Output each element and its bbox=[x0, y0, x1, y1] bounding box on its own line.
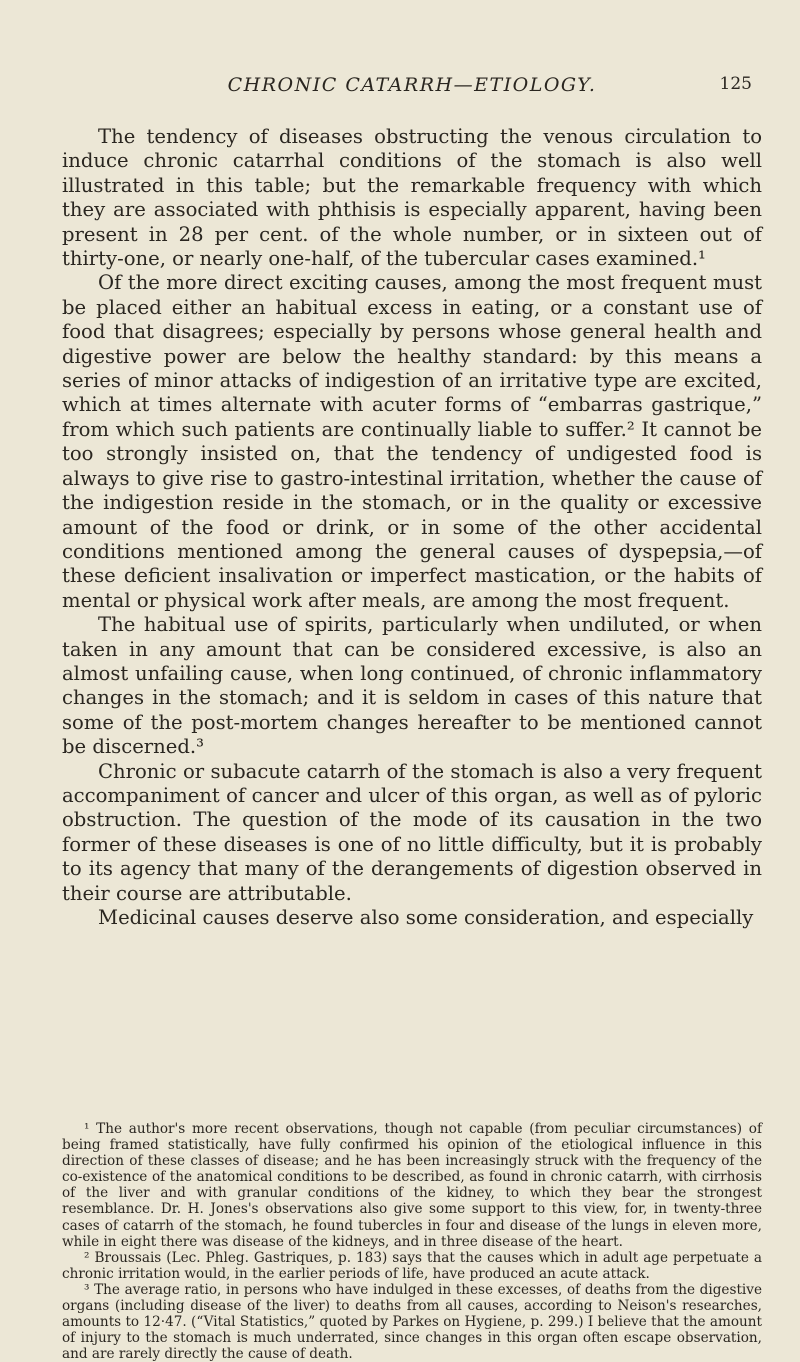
footnote: ³ The average ratio, in persons who have indulged in these excesses, of deaths from the digestive organs (including disease of the liver) to deaths from all causes, according to Neison's researches, amounts to 12·47. (“Vital Statistics,” quoted by Parkes on Hygiene, p. 299.) I believe that the amount of injury to the stomach is much underrated, since changes in this organ often escape observation, and are rarely directly the cause of death. bbox=[62, 1281, 762, 1362]
footnote: ² Broussais (Lec. Phleg. Gastriques, p. 183) says that the causes which in adult age perpetuate a chronic irritation would, in the earlier periods of life, have produced an acute attack. bbox=[62, 1249, 762, 1282]
page-number: 125 bbox=[719, 74, 752, 94]
paragraph: The habitual use of spirits, particularly when undiluted, or when taken in any amount that can be considered excessive, is also an almost unfailing cause, when long continued, of chronic inflammatory changes in the stomach; and it is seldom in cases of this nature that some of the post-mortem changes hereafter to be mentioned cannot be discerned.³ bbox=[62, 613, 762, 759]
paragraph: Of the more direct exciting causes, among the most frequent must be placed either an habitual excess in eating, or a constant use of food that disagrees; especially by persons whose general health and digestive power are below the healthy standard: by this means a series of minor attacks of indigestion of an irritative type are excited, which at times alternate with acuter forms of “embarras gastrique,” from which such patients are continually liable to suffer.² It cannot be too strongly insisted on, that the tendency of undigested food is always to give rise to gastro-intestinal irritation, whether the cause of the indigestion reside in the stomach, or in the quality or excessive amount of the food or drink, or in some of the other accidental conditions mentioned among the general causes of dyspepsia,—of these deficient insalivation or imperfect mastication, or the habits of mental or physical work after meals, are among the most frequent. bbox=[62, 271, 762, 612]
running-title: CHRONIC CATARRH—ETIOLOGY. bbox=[227, 74, 597, 96]
page-header bbox=[62, 74, 762, 102]
paragraph: Chronic or subacute catarrh of the stomach is also a very frequent accompaniment of cancer and ulcer of this organ, as well as of pyloric obstruction. The question of the mode of its causation in the two former of these diseases is one of no little difficulty, but it is probably to its agency that many of the derangements of digestion observed in their course are attributable. bbox=[62, 759, 762, 905]
footnote: ¹ The author's more recent observations, though not capable (from peculiar circumstances) of being framed statistically, have fully confirmed his opinion of the etiological influence in this direction of these classes of disease; and he has been increasingly struck with the frequency of the co-existence of the anatomical conditions to be described, as found in chronic catarrh, with cirrhosis of the liver and with granular conditions of the kidney, to which they bear the strongest resemblance. Dr. H. Jones's observations also give some support to this view, for, in twenty-three cases of catarrh of the stomach, he found tubercles in four and disease of the lungs in eleven more, while in eight there was disease of the kidneys, and in three disease of the heart. bbox=[62, 1121, 762, 1250]
paragraph: The tendency of diseases obstructing the venous circulation to induce chronic catarrhal conditions of the stomach is also well illustrated in this table; but the remarkable frequency with which they are associated with phthisis is especially apparent, having been present in 28 per cent. of the whole number, or in sixteen out of thirty-one, or nearly one-half, of the tubercular cases examined.¹ bbox=[62, 125, 762, 271]
footnotes bbox=[62, 1121, 762, 1362]
body-text bbox=[62, 125, 762, 930]
paragraph: Medicinal causes deserve also some consideration, and especially bbox=[98, 906, 754, 929]
